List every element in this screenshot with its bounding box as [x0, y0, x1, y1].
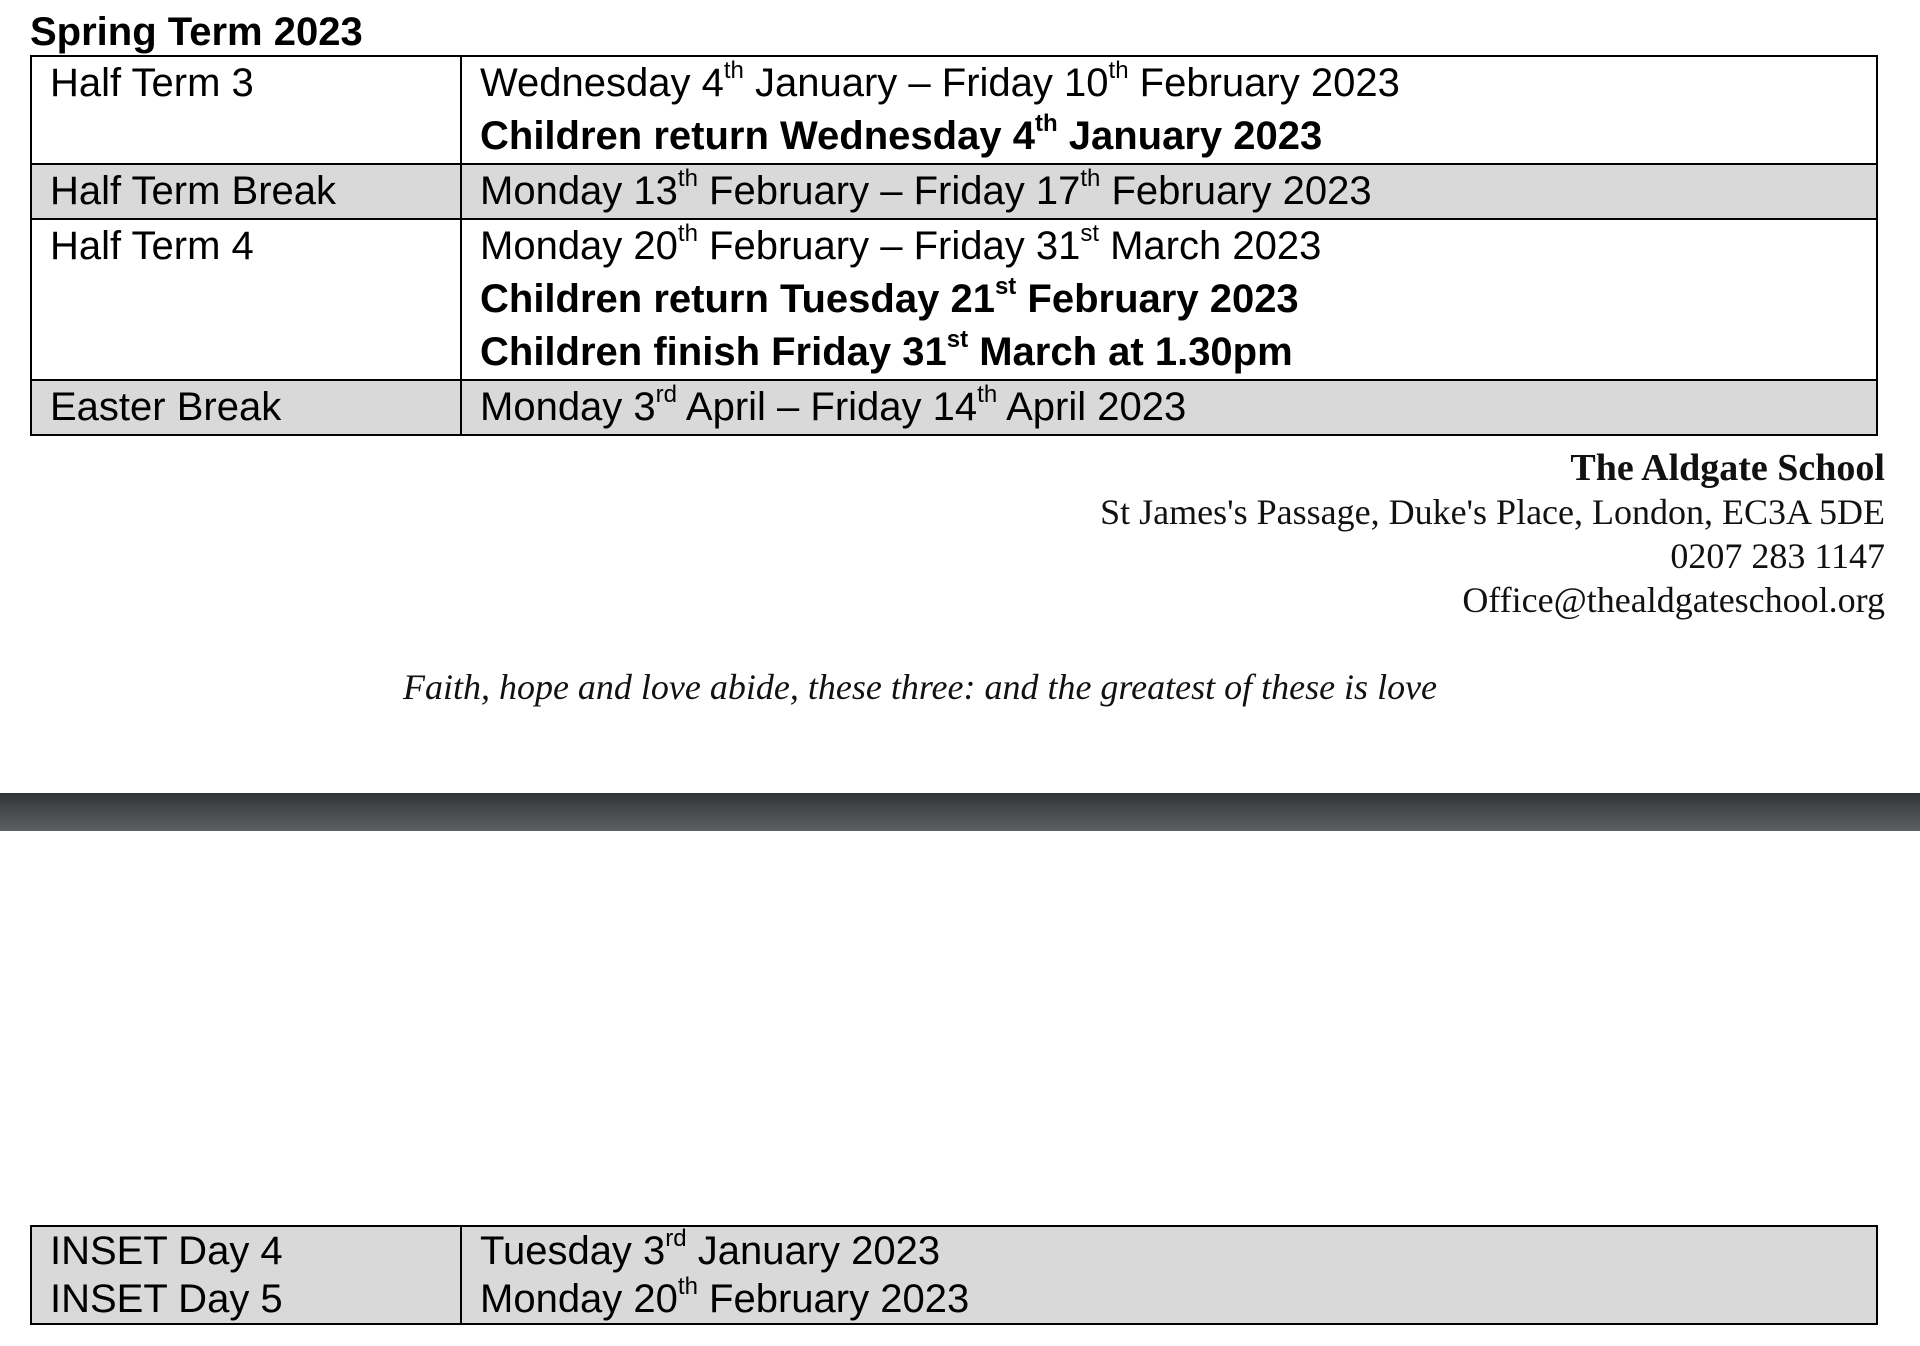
inset-label: INSET Day 4 — [50, 1229, 283, 1273]
term-label: Half Term 3 — [31, 56, 461, 164]
ordinal-suffix: th — [723, 57, 744, 85]
date-text: April – Friday 14 — [677, 385, 978, 429]
date-text: Monday 13 — [480, 169, 678, 213]
term-row — [31, 56, 1877, 164]
date-text: Children finish Friday 31 — [480, 330, 947, 374]
inset-row — [31, 1226, 1877, 1324]
ordinal-suffix: th — [677, 1273, 698, 1301]
term-row — [31, 219, 1877, 380]
ordinal-suffix: th — [977, 381, 998, 409]
term-dates — [461, 219, 1877, 380]
date-text: February 2023 — [697, 1277, 970, 1321]
date-range-line — [480, 381, 1876, 434]
date-text: Wednesday 4 — [480, 61, 724, 105]
date-note-line — [480, 326, 1876, 379]
date-range-line — [480, 1275, 1876, 1323]
date-text: February 2023 — [1128, 61, 1400, 105]
ordinal-suffix: st — [946, 326, 969, 354]
date-text: Monday 20 — [480, 224, 678, 268]
spring-term-table — [30, 55, 1878, 436]
date-note-line — [480, 110, 1876, 163]
school-name: The Aldgate School — [1570, 447, 1885, 489]
ordinal-suffix: st — [994, 273, 1017, 301]
ordinal-suffix: th — [1080, 165, 1101, 193]
date-note-line — [480, 273, 1876, 326]
term-row — [31, 164, 1877, 219]
date-text: January – Friday 10 — [743, 61, 1109, 105]
date-range-line — [480, 220, 1876, 273]
school-phone: 0207 283 1147 — [1670, 536, 1885, 576]
date-text: April 2023 — [997, 385, 1187, 429]
term-dates — [461, 56, 1877, 164]
date-range-line — [480, 57, 1876, 110]
term-dates — [461, 380, 1877, 435]
inset-label: INSET Day 5 — [50, 1277, 283, 1321]
ordinal-suffix: th — [1108, 57, 1129, 85]
date-range-line — [480, 165, 1876, 218]
date-text: Children return Tuesday 21 — [480, 277, 995, 321]
date-text: February – Friday 17 — [697, 169, 1081, 213]
school-motto: Faith, hope and love abide, these three: and the greatest of these is love — [402, 667, 1438, 707]
page-divider — [0, 793, 1920, 831]
ordinal-suffix: rd — [665, 1225, 687, 1253]
date-text: Monday 3 — [480, 385, 656, 429]
inset-dates-cell — [461, 1226, 1877, 1324]
ordinal-suffix: th — [677, 220, 698, 248]
date-text: Tuesday 3 — [480, 1229, 666, 1273]
date-text: January 2023 — [686, 1229, 941, 1273]
term-label: Easter Break — [31, 380, 461, 435]
inset-labels-cell — [31, 1226, 461, 1324]
section-heading: Spring Term 2023 — [30, 10, 363, 54]
ordinal-suffix: th — [1034, 110, 1058, 138]
date-text: March 2023 — [1099, 224, 1322, 268]
term-label: Half Term 4 — [31, 219, 461, 380]
school-email: Office@thealdgateschool.org — [1462, 580, 1885, 620]
ordinal-suffix: rd — [655, 381, 678, 409]
date-range-line — [480, 1227, 1876, 1275]
term-label: Half Term Break — [31, 164, 461, 219]
school-motto-row — [0, 665, 1920, 709]
date-text: Children return Wednesday 4 — [480, 114, 1035, 158]
date-text: February 2023 — [1016, 277, 1299, 321]
ordinal-suffix: th — [677, 165, 698, 193]
date-text: February 2023 — [1100, 169, 1372, 213]
school-footer — [1100, 446, 1885, 622]
term-dates — [461, 164, 1877, 219]
date-text: January 2023 — [1057, 114, 1323, 158]
date-text: Monday 20 — [480, 1277, 678, 1321]
ordinal-suffix: st — [1080, 220, 1099, 248]
spring-term-table-body — [31, 56, 1877, 435]
term-row — [31, 380, 1877, 435]
date-text: March at 1.30pm — [968, 330, 1293, 374]
inset-days-table — [30, 1225, 1878, 1325]
school-address: St James's Passage, Duke's Place, London, EC3A 5DE — [1100, 492, 1885, 532]
date-text: February – Friday 31 — [697, 224, 1081, 268]
